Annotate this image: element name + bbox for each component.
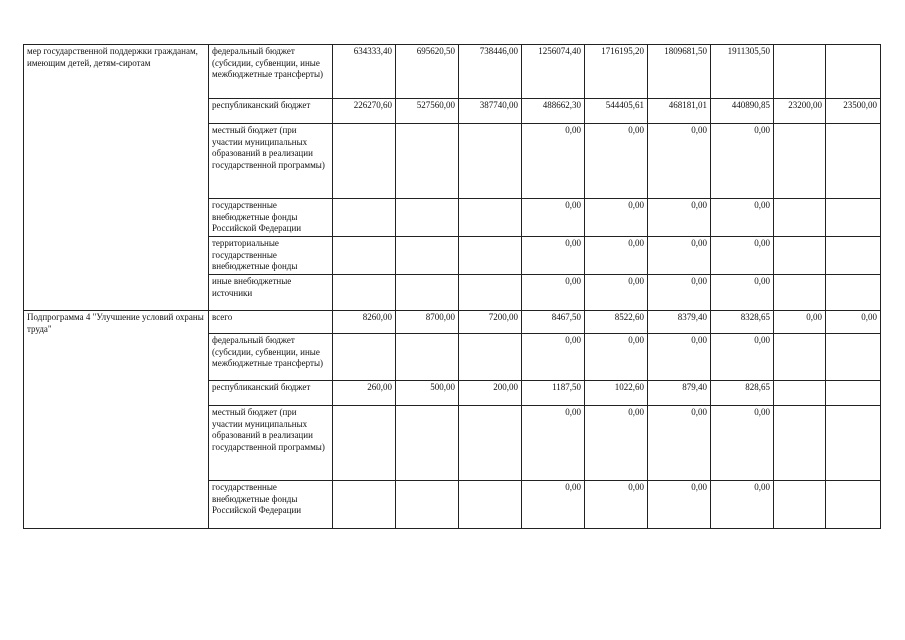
value-cell: 0,00 [522,275,585,311]
value-cell [774,275,826,311]
value-cell: 8467,50 [522,311,585,334]
value-cell: 0,00 [711,275,774,311]
value-cell [396,406,459,481]
value-cell [459,199,522,237]
value-cell: 0,00 [774,311,826,334]
value-cell [774,45,826,99]
budget-table [23,44,881,529]
value-cell [459,406,522,481]
value-cell: 0,00 [711,334,774,381]
value-cell: 0,00 [522,334,585,381]
value-cell: 1716195,20 [585,45,648,99]
value-cell [333,406,396,481]
value-cell: 0,00 [711,481,774,529]
value-cell: 634333,40 [333,45,396,99]
value-cell: 738446,00 [459,45,522,99]
value-cell [396,199,459,237]
funding-source-cell: республиканский бюджет [209,381,333,406]
value-cell: 544405,61 [585,99,648,124]
value-cell: 0,00 [585,334,648,381]
program-name-cell: Подпрограмма 4 "Улучшение условий охраны труда" [24,311,209,529]
value-cell: 0,00 [711,237,774,275]
value-cell [774,481,826,529]
value-cell [333,237,396,275]
value-cell: 0,00 [648,237,711,275]
value-cell: 0,00 [711,199,774,237]
value-cell: 0,00 [522,406,585,481]
value-cell: 1256074,40 [522,45,585,99]
value-cell [826,124,881,199]
value-cell: 0,00 [585,199,648,237]
value-cell: 200,00 [459,381,522,406]
value-cell: 0,00 [522,199,585,237]
value-cell: 695620,50 [396,45,459,99]
funding-source-cell: федеральный бюджет (субсидии, субвенции, иные межбюджетные трансферты) [209,334,333,381]
value-cell [774,124,826,199]
value-cell: 0,00 [585,275,648,311]
value-cell: 0,00 [585,124,648,199]
value-cell [333,275,396,311]
table-row [24,311,881,334]
table-row [24,45,881,99]
value-cell [826,199,881,237]
value-cell [459,237,522,275]
value-cell [396,275,459,311]
value-cell [826,481,881,529]
program-name-cell: мер государственной поддержки гражданам, имеющим детей, детям-сиротам [24,45,209,311]
value-cell: 0,00 [826,311,881,334]
value-cell [774,381,826,406]
value-cell: 260,00 [333,381,396,406]
value-cell: 7200,00 [459,311,522,334]
value-cell: 0,00 [522,124,585,199]
funding-source-cell: федеральный бюджет (субсидии, субвенции, иные межбюджетные трансферты) [209,45,333,99]
value-cell [826,381,881,406]
value-cell [826,406,881,481]
value-cell [459,481,522,529]
value-cell: 0,00 [648,334,711,381]
value-cell: 0,00 [711,406,774,481]
value-cell [826,45,881,99]
value-cell: 0,00 [711,124,774,199]
value-cell: 8328,65 [711,311,774,334]
table-body [24,45,881,529]
value-cell: 879,40 [648,381,711,406]
value-cell [774,199,826,237]
value-cell: 0,00 [648,124,711,199]
value-cell [459,334,522,381]
value-cell: 8700,00 [396,311,459,334]
value-cell [333,481,396,529]
value-cell [826,237,881,275]
value-cell: 527560,00 [396,99,459,124]
value-cell [333,124,396,199]
value-cell [333,334,396,381]
value-cell [396,334,459,381]
value-cell: 1187,50 [522,381,585,406]
funding-source-cell: территориальные государственные внебюджетные фонды [209,237,333,275]
value-cell [774,237,826,275]
value-cell: 387740,00 [459,99,522,124]
value-cell: 0,00 [522,237,585,275]
funding-source-cell: государственные внебюджетные фонды Российской Федерации [209,481,333,529]
value-cell: 0,00 [585,237,648,275]
funding-source-cell: местный бюджет (при участии муниципальных образований в реализации государственной программы) [209,406,333,481]
funding-source-cell: государственные внебюджетные фонды Российской Федерации [209,199,333,237]
value-cell: 1809681,50 [648,45,711,99]
value-cell: 0,00 [648,406,711,481]
value-cell: 0,00 [648,481,711,529]
value-cell: 23200,00 [774,99,826,124]
value-cell: 500,00 [396,381,459,406]
value-cell: 0,00 [585,406,648,481]
value-cell [459,275,522,311]
value-cell: 0,00 [648,275,711,311]
value-cell: 8260,00 [333,311,396,334]
funding-source-cell: местный бюджет (при участии муниципальных образований в реализации государственной программы) [209,124,333,199]
value-cell: 1911305,50 [711,45,774,99]
value-cell: 440890,85 [711,99,774,124]
value-cell [396,124,459,199]
value-cell [826,275,881,311]
value-cell: 0,00 [522,481,585,529]
value-cell [459,124,522,199]
value-cell [396,481,459,529]
value-cell: 8379,40 [648,311,711,334]
value-cell: 0,00 [585,481,648,529]
value-cell: 488662,30 [522,99,585,124]
value-cell [826,334,881,381]
value-cell: 828,65 [711,381,774,406]
funding-source-cell: республиканский бюджет [209,99,333,124]
value-cell: 1022,60 [585,381,648,406]
value-cell: 0,00 [648,199,711,237]
value-cell: 468181,01 [648,99,711,124]
funding-source-cell: всего [209,311,333,334]
value-cell: 8522,60 [585,311,648,334]
value-cell [774,406,826,481]
value-cell: 226270,60 [333,99,396,124]
funding-source-cell: иные внебюджетные источники [209,275,333,311]
value-cell [396,237,459,275]
value-cell: 23500,00 [826,99,881,124]
value-cell [774,334,826,381]
value-cell [333,199,396,237]
